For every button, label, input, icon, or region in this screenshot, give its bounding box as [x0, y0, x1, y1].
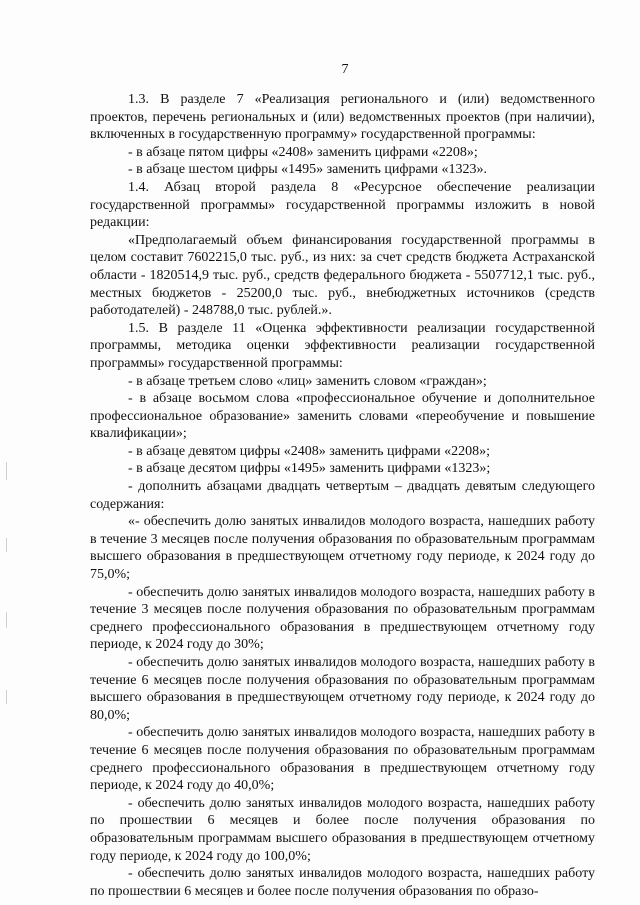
- paragraph-quote-item: «- обеспечить долю занятых инвалидов молодого возраста, нашедших работу в течение 3 месяцев после получения образования по образовательным программам высшего образования в предшествующем отчетному году периоде, к 2024 году до 75,0%;: [90, 514, 595, 583]
- scan-artifact-line: [6, 690, 7, 704]
- scan-artifact-line: [6, 612, 7, 628]
- paragraph-quote-funding: «Предполагаемый объем финансирования государственной программы в целом составит 7602215,0 тыс. руб., из них: за счет средств бюджета Астраханской области - 1820514,9 тыс. руб., средств федерального бюджета - 5507712,1 тыс. руб., местных бюджетов - 25200,0 тыс. руб., внебюджетных источников (средств работодателей) - 248788,0 тыс. рублей.».: [90, 232, 595, 319]
- paragraph-quote-item: - обеспечить долю занятых инвалидов молодого возраста, нашедших работу по прошествии 6 месяцев и более после получения образования по образовательным программам высшего образования в предшествующем отчетному году периоде, к 2024 году до 100,0%;: [90, 795, 595, 864]
- paragraph-1-3: 1.3. В разделе 7 «Реализация регионального и (или) ведомственного проектов, перечень региональных и (или) ведомственных проектов (при наличии), включенных в государственную программу» государственной программы:: [90, 92, 595, 143]
- scan-artifact-line: [6, 538, 7, 552]
- paragraph-quote-item: - обеспечить долю занятых инвалидов молодого возраста, нашедших работу в течение 6 месяцев после получения образования по образовательным программам среднего профессионального образования в предшествующем отчетному году периоде, к 2024 году до 40,0%;: [90, 725, 595, 794]
- paragraph-item: - в абзаце третьем слово «лиц» заменить словом «граждан»;: [128, 373, 487, 389]
- paragraph-quote-item: - обеспечить долю занятых инвалидов молодого возраста, нашедших работу в течение 6 месяцев после получения образования по образовательным программам высшего образования в предшествующем отчетному году периоде, к 2024 году до 80,0%;: [90, 655, 595, 723]
- paragraph-quote-item: - обеспечить долю занятых инвалидов молодого возраста, нашедших работу в течение 3 месяцев после получения образования по образовательным программам среднего профессионального образования в предшествующем отчетному году периоде, к 2024 году до 30%;: [90, 584, 595, 653]
- paragraph-item: - в абзаце шестом цифры «1495» заменить цифрами «1323».: [128, 162, 488, 178]
- paragraph-item: - в абзаце восьмом слова «профессиональное обучение и дополнительное профессиональное образование» заменить словами «переобучение и повышение квалификации»;: [90, 391, 595, 442]
- paragraph-item: - в абзаце десятом цифры «1495» заменить цифрами «1323»;: [128, 461, 491, 477]
- page-number: 7: [341, 62, 349, 77]
- scan-artifact-line: [6, 462, 7, 480]
- paragraph-item: - в абзаце пятом цифры «2408» заменить цифрами «2208»;: [128, 144, 478, 160]
- paragraph-1-5: 1.5. В разделе 11 «Оценка эффективности реализации государственной программы, методика оценки эффективности реализации государственной программы» государственной программы:: [90, 320, 595, 371]
- paragraph-quote-item: - обеспечить долю занятых инвалидов молодого возраста, нашедших работу по прошествии 6 месяцев и более после получения образования по образо-: [90, 866, 595, 899]
- document-body: [90, 91, 595, 900]
- paragraph-item: - дополнить абзацами двадцать четвертым – двадцать девятым следующего содержания:: [90, 479, 595, 512]
- paragraph-item: - в абзаце девятом цифры «2408» заменить цифрами «2208»;: [128, 443, 491, 459]
- paragraph-1-4: 1.4. Абзац второй раздела 8 «Ресурсное обеспечение реализации государственной программы» государственной программы изложить в новой редакции:: [90, 179, 595, 231]
